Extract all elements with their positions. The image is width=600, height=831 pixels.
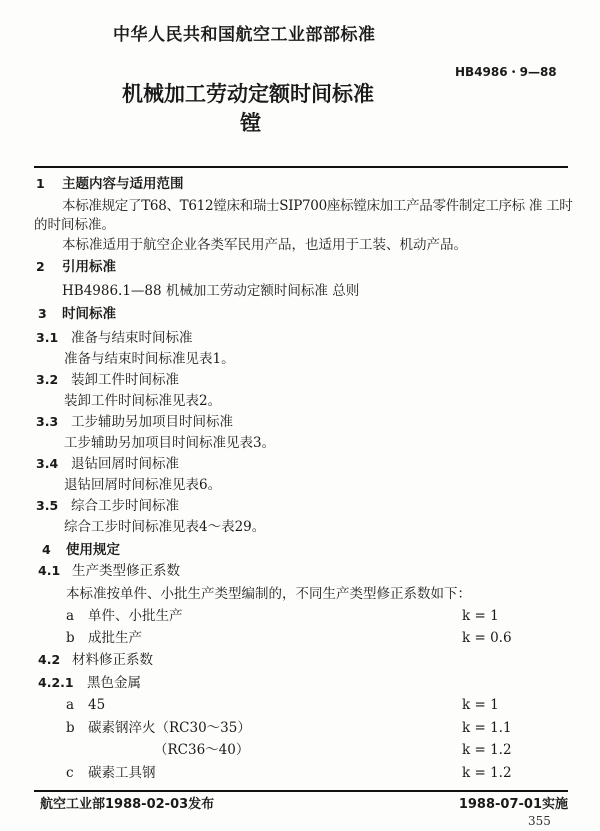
paragraph: 准备与结束时间标准见表1。: [64, 351, 235, 367]
subsection-heading: 生产类型修正系数: [72, 563, 180, 579]
section-number: 1: [36, 176, 45, 191]
paragraph: 本标准按单件、小批生产类型编制的，不同生产类型修正系数如下：: [66, 586, 471, 602]
section-heading: 时间标准: [62, 306, 116, 322]
item-label: （RC36～40）: [154, 742, 250, 758]
subsection-number: 3.5: [36, 498, 59, 513]
item-mark: a: [66, 697, 75, 713]
document-subtitle: 镗: [240, 111, 261, 135]
subsection-heading: 工步辅助另加项目时间标准: [71, 414, 233, 430]
paragraph: 本标准适用于航空企业各类军民用产品，也适用于工装、机动产品。: [62, 237, 467, 253]
subsection-number: 3.3: [36, 414, 59, 429]
paragraph: 退钻回屑时间标准见表6。: [64, 477, 222, 493]
standard-code: HB4986・9—88: [455, 65, 557, 79]
section-number: 3: [38, 306, 47, 321]
coefficient-value: k = 1: [462, 608, 499, 624]
reference-standard: HB4986.1—88 机械加工劳动定额时间标准 总则: [62, 283, 360, 299]
paragraph: 工步辅助另加项目时间标准见表3。: [64, 435, 276, 451]
coefficient-value: k = 0.6: [462, 630, 512, 646]
coefficient-value: k = 1.1: [462, 720, 512, 736]
coefficient-row: [66, 630, 566, 646]
item-label: 45: [88, 697, 106, 713]
item-mark: a: [66, 608, 75, 624]
subsection-heading: 综合工步时间标准: [71, 498, 179, 514]
subsection-number: 3.1: [36, 330, 59, 345]
coefficient-value: k = 1.2: [462, 742, 512, 758]
paragraph: 综合工步时间标准见表4～表29。: [64, 519, 266, 535]
subsection-number: 3.2: [36, 372, 59, 387]
subsection-number: 4.2.1: [38, 675, 74, 690]
section-number: 2: [36, 259, 45, 274]
issuing-authority: 中华人民共和国航空工业部部标准: [113, 25, 376, 45]
section-heading: 主题内容与适用范围: [62, 176, 184, 192]
subsection-number: 4.1: [38, 563, 61, 578]
section-number: 4: [42, 542, 51, 557]
item-mark: b: [66, 630, 75, 646]
coefficient-row: [66, 720, 566, 736]
item-label: 单件、小批生产: [88, 608, 183, 624]
subsection-heading: 准备与结束时间标准: [71, 330, 193, 346]
coefficient-row: [66, 765, 566, 781]
coefficient-value: k = 1.2: [462, 765, 512, 781]
paragraph: 装卸工件时间标准见表2。: [64, 393, 222, 409]
section-heading: 引用标准: [62, 259, 116, 275]
subsection-number: 4.2: [38, 652, 61, 667]
item-mark: b: [66, 720, 75, 736]
issue-date: 航空工业部1988-02-03发布: [40, 797, 215, 812]
section-heading: 使用规定: [66, 542, 120, 558]
item-label: 成批生产: [88, 630, 142, 646]
coefficient-row: [66, 608, 566, 624]
page-number: 355: [528, 814, 551, 828]
subsection-number: 3.4: [36, 456, 59, 471]
subsection-heading: 退钻回屑时间标准: [71, 456, 179, 472]
subsection-heading: 装卸工件时间标准: [71, 372, 179, 388]
subsection-heading: 黑色金属: [87, 675, 141, 691]
paragraph: 的时间标准。: [34, 217, 115, 233]
subsection-heading: 材料修正系数: [72, 652, 153, 668]
paragraph: 本标准规定了T68、T612镗床和瑞士SIP700座标镗床加工产品零件制定工序标 准 工时: [62, 198, 573, 214]
item-mark: c: [66, 765, 74, 781]
bottom-rule: [34, 790, 568, 792]
coefficient-value: k = 1: [462, 697, 499, 713]
top-rule: [34, 166, 568, 168]
item-label: 碳素钢淬火（RC30～35）: [88, 720, 251, 736]
coefficient-row: [66, 697, 566, 713]
effective-date: 1988-07-01实施: [458, 797, 568, 812]
document-title: 机械加工劳动定额时间标准: [122, 82, 374, 106]
item-label: 碳素工具钢: [88, 765, 156, 781]
